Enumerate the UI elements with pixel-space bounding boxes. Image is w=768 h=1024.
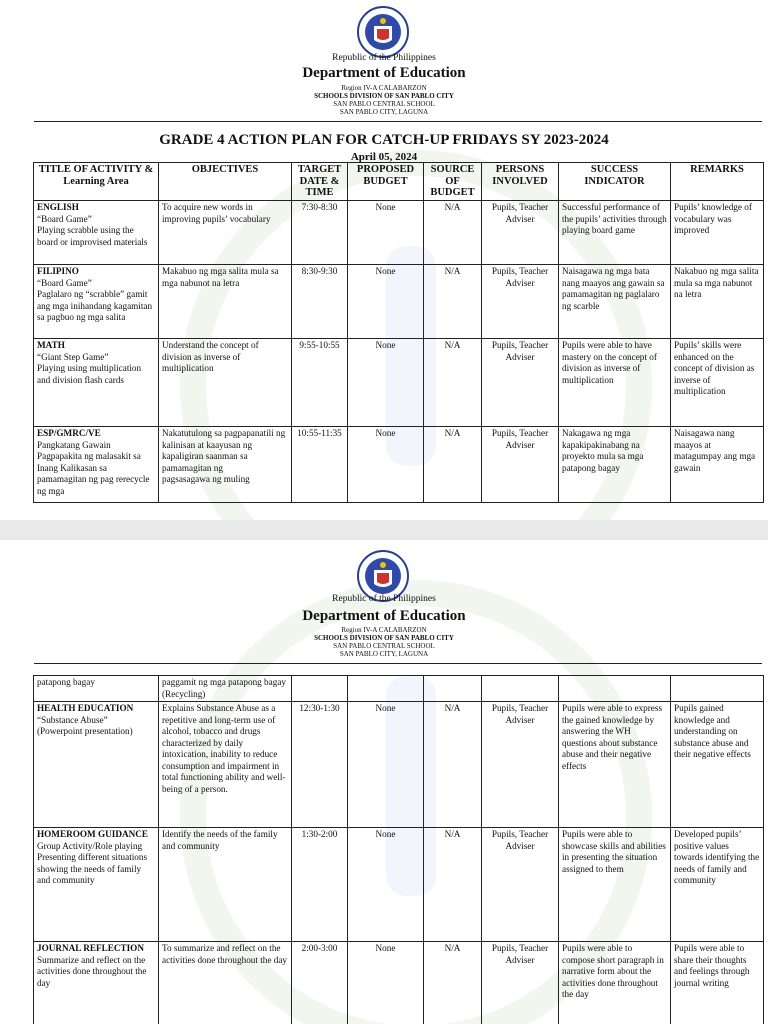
department-name: Department of Education <box>302 608 466 624</box>
table-cell <box>159 676 292 702</box>
table-row <box>34 702 764 828</box>
table-header-row <box>34 163 764 201</box>
cell-text: Naisagawa nang maayos at matagumpay ang mga gawain <box>674 428 756 473</box>
learning-area: HEALTH EDUCATION <box>37 703 134 713</box>
table-cell <box>292 942 348 1024</box>
table-cell <box>159 201 292 265</box>
table-cell <box>424 942 482 1024</box>
cell-text: To summarize and reflect on the activities done throughout the day <box>162 943 288 965</box>
table-cell <box>34 828 159 942</box>
cell-text: N/A <box>444 202 461 212</box>
table-cell <box>159 702 292 828</box>
cell-text: Pupils were able to compose short paragraph in narrative form about the activities done throughout the day <box>562 943 664 999</box>
table-cell <box>559 702 671 828</box>
table-cell <box>34 427 159 503</box>
cell-text: None <box>375 266 396 276</box>
cell-text: Pupils were able to express the gained knowledge by answering the WH questions about substance abuse and their negative effects <box>562 703 663 771</box>
table-cell <box>482 427 559 503</box>
table-row <box>34 676 764 702</box>
activity-title: patapong bagay <box>37 677 95 687</box>
cell-text: None <box>375 340 396 350</box>
table-cell <box>482 201 559 265</box>
cell-text: 1:30-2:00 <box>301 829 338 839</box>
table-cell <box>348 828 424 942</box>
table-cell <box>424 828 482 942</box>
table-cell <box>671 427 764 503</box>
cell-text: Pupils, Teacher Adviser <box>491 202 549 224</box>
cell-text: Developed pupils’ positive values towards identifying the needs of family and community <box>674 829 760 885</box>
table-cell <box>424 201 482 265</box>
action-plan-table-page-2 <box>33 675 764 1024</box>
cell-text: Explains Substance Abuse as a repetitive and long-term use of alcohol, tobacco and drugs characterized by daily intoxication, inability to reduce consumption and impairment in total functioning ability and well-being of a person. <box>162 703 286 794</box>
table-cell <box>559 201 671 265</box>
cell-text: Pupils were able to showcase skills and abilities in presenting the situation assigned to them <box>562 829 666 874</box>
republic-line: Republic of the Philippines <box>332 594 436 604</box>
table-cell <box>159 828 292 942</box>
cell-text: None <box>375 703 396 713</box>
activity-title: Pangkatang Gawain Pagpapakita ng malasakit sa Inang Kalikasan sa pamamagitan ng pag rerecycle ng mga <box>37 439 150 496</box>
table-cell <box>292 676 348 702</box>
table-cell <box>482 265 559 339</box>
cell-text: 10:55-11:35 <box>297 428 342 438</box>
document-date: April 05, 2024 <box>350 151 418 163</box>
table-row <box>34 339 764 427</box>
table-row <box>34 942 764 1024</box>
table-cell <box>559 339 671 427</box>
cell-text: Pupils, Teacher Adviser <box>491 428 549 450</box>
table-cell <box>292 828 348 942</box>
address-line: SAN PABLO CITY, LAGUNA <box>339 650 429 658</box>
column-header: SOURCE OF BUDGET <box>424 163 482 201</box>
table-cell <box>424 339 482 427</box>
column-header: REMARKS <box>671 163 764 201</box>
table-cell <box>34 702 159 828</box>
region-line: Region IV-A CALABARZON <box>341 84 427 92</box>
activity-title: “Substance Abuse” (Powerpoint presentation) <box>37 714 133 736</box>
table-cell <box>34 676 159 702</box>
cell-text: Makabuo ng mga salita mula sa mga nabunot na letra <box>162 266 279 288</box>
table-cell <box>424 702 482 828</box>
table-cell <box>671 702 764 828</box>
column-header: PROPOSED BUDGET <box>348 163 424 201</box>
table-cell <box>292 702 348 828</box>
table-cell <box>348 265 424 339</box>
learning-area: HOMEROOM GUIDANCE <box>37 829 149 839</box>
table-cell <box>559 676 671 702</box>
republic-line: Republic of the Philippines <box>332 53 436 63</box>
table-cell <box>424 427 482 503</box>
cell-text: N/A <box>444 340 461 350</box>
address-line: SAN PABLO CITY, LAGUNA <box>339 108 429 116</box>
cell-text: To acquire new words in improving pupils’ vocabulary <box>162 202 271 224</box>
cell-text: Pupils, Teacher Adviser <box>491 829 549 851</box>
cell-text: Pupils, Teacher Adviser <box>491 340 549 362</box>
table-cell <box>348 427 424 503</box>
cell-text: Pupils were able to have mastery on the concept of division as inverse of multiplication <box>562 340 657 385</box>
table-cell <box>292 339 348 427</box>
table-cell <box>34 339 159 427</box>
cell-text: None <box>375 428 396 438</box>
cell-text: 9:55-10:55 <box>299 340 340 350</box>
region-line: Region IV-A CALABARZON <box>341 626 427 634</box>
cell-text: Naisagawa ng mga bata nang maayos ang gawain sa pamamagitan ng paglalaro ng scarble <box>562 266 665 311</box>
cell-text: Pupils’ skills were enhanced on the concept of division as inverse of multiplication <box>674 340 755 396</box>
cell-text: Nakabuo ng mga salita mula sa mga nabunot na letra <box>674 266 759 299</box>
table-cell <box>34 942 159 1024</box>
school-line: SAN PABLO CENTRAL SCHOOL <box>333 642 435 650</box>
table-cell <box>292 265 348 339</box>
table-cell <box>671 339 764 427</box>
column-header: TARGET DATE & TIME <box>292 163 348 201</box>
cell-text: N/A <box>444 943 461 953</box>
department-name: Department of Education <box>302 65 466 81</box>
cell-text: None <box>375 943 396 953</box>
header-divider <box>34 121 762 122</box>
table-cell <box>348 942 424 1024</box>
learning-area: MATH <box>37 340 65 350</box>
table-row <box>34 265 764 339</box>
table-cell <box>159 942 292 1024</box>
table-cell <box>348 339 424 427</box>
cell-text: N/A <box>444 428 461 438</box>
table-cell <box>482 676 559 702</box>
activity-title: “Giant Step Game” Playing using multiplication and division flash cards <box>37 351 142 385</box>
cell-text: Nakatutulong sa pagpapanatili ng kalinisan at kaayusan ng kapaligiran saanman sa pamamagitan ng pagsasagawa ng muling <box>162 428 286 484</box>
cell-text: None <box>375 202 396 212</box>
table-cell <box>292 201 348 265</box>
table-cell <box>159 265 292 339</box>
learning-area: JOURNAL REFLECTION <box>37 943 144 953</box>
table-cell <box>34 201 159 265</box>
cell-text: Pupils, Teacher Adviser <box>491 943 549 965</box>
column-header: PERSONS INVOLVED <box>482 163 559 201</box>
learning-area: FILIPINO <box>37 266 79 276</box>
action-plan-table-page-1 <box>33 162 764 503</box>
table-cell <box>671 828 764 942</box>
document-page-2 <box>0 540 768 1024</box>
table-row <box>34 201 764 265</box>
column-header: SUCCESS INDICATOR <box>559 163 671 201</box>
activity-title: Summarize and reflect on the activities done throughout the day <box>37 954 147 988</box>
table-row <box>34 427 764 503</box>
cell-text: 2:00-3:00 <box>301 943 338 953</box>
cell-text: N/A <box>444 829 461 839</box>
table-cell <box>559 427 671 503</box>
cell-text: N/A <box>444 266 461 276</box>
table-cell <box>559 828 671 942</box>
learning-area: ENGLISH <box>37 202 79 212</box>
cell-text: Pupils, Teacher Adviser <box>491 703 549 725</box>
table-row <box>34 828 764 942</box>
table-cell <box>34 265 159 339</box>
cell-text: 12:30-1:30 <box>299 703 340 713</box>
table-cell <box>348 702 424 828</box>
table-cell <box>482 702 559 828</box>
cell-text: Pupils were able to share their thoughts and feelings through journal writing <box>674 943 750 988</box>
cell-text: Identify the needs of the family and community <box>162 829 278 851</box>
table-cell <box>671 201 764 265</box>
table-cell <box>348 676 424 702</box>
learning-area: ESP/GMRC/VE <box>37 428 101 438</box>
table-cell <box>671 676 764 702</box>
table-cell <box>559 265 671 339</box>
table-cell <box>348 201 424 265</box>
activity-title: “Board Game” Paglalaro ng “scrabble” gamit ang mga inihandang kagamitan sa pagbuo ng mga salita <box>37 277 153 322</box>
activity-title: “Board Game” Playing scrabble using the board or improvised materials <box>37 213 148 247</box>
division-line: SCHOOLS DIVISION OF SAN PABLO CITY <box>314 92 454 100</box>
cell-text: paggamit ng mga patapong bagay (Recycling) <box>162 677 286 699</box>
table-cell <box>559 942 671 1024</box>
cell-text: Successful performance of the pupils’ activities through playing board game <box>562 202 667 235</box>
cell-text: 8:30-9:30 <box>301 266 338 276</box>
table-cell <box>482 942 559 1024</box>
document-title: GRADE 4 ACTION PLAN FOR CATCH-UP FRIDAYS SY 2023-2024 <box>159 132 609 148</box>
column-header: TITLE OF ACTIVITY & Learning Area <box>34 163 159 201</box>
cell-text: N/A <box>444 703 461 713</box>
activity-title: Group Activity/Role playing Presenting different situations showing the needs of family and community <box>37 840 148 885</box>
cell-text: None <box>375 829 396 839</box>
cell-text: Pupils, Teacher Adviser <box>491 266 549 288</box>
cell-text: Pupils’ knowledge of vocabulary was improved <box>674 202 752 235</box>
table-cell <box>159 339 292 427</box>
table-cell <box>424 265 482 339</box>
cell-text: Pupils gained knowledge and understanding on substance abuse and their negative effects <box>674 703 751 759</box>
table-cell <box>292 427 348 503</box>
column-header: OBJECTIVES <box>159 163 292 201</box>
cell-text: Understand the concept of division as inverse of multiplication <box>162 340 259 373</box>
header-divider <box>34 663 762 664</box>
table-cell <box>482 339 559 427</box>
division-line: SCHOOLS DIVISION OF SAN PABLO CITY <box>314 634 454 642</box>
school-line: SAN PABLO CENTRAL SCHOOL <box>333 100 435 108</box>
cell-text: 7:30-8:30 <box>301 202 338 212</box>
deped-seal-icon <box>357 6 409 58</box>
table-cell <box>482 828 559 942</box>
table-cell <box>424 676 482 702</box>
table-cell <box>671 942 764 1024</box>
table-cell <box>159 427 292 503</box>
table-cell <box>671 265 764 339</box>
cell-text: Nakagawa ng mga kapakipakinabang na proyekto mula sa mga patapong bagay <box>562 428 644 473</box>
